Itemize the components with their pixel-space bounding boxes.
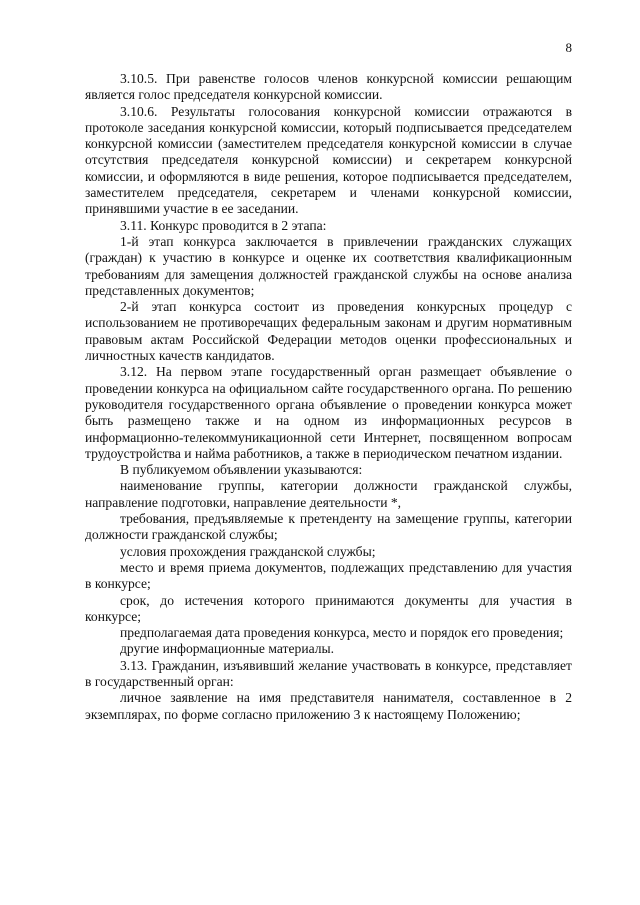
paragraph-stage-2: 2-й этап конкурса состоит из проведения конкурсных процедур с использованием не противоречащих федеральным законам и другим нормативным правовым актам Российской Федерации методов оценки профессиональных и личностных качеств кандидатов. (85, 299, 572, 364)
paragraph-3-10-6: 3.10.6. Результаты голосования конкурсной комиссии отражаются в протоколе заседания конкурсной комиссии, который подписывается председателем конкурсной комиссии (заместителем председателя конкурсной комиссии в случае отсутствия председателя конкурсной комиссии) и секретарем конкурсной комиссии, и оформляются в виде решения, которое подписывается председателем, заместителем председателя, секретарем и членами конкурсной комиссии, принявшими участие в ее заседании. (85, 103, 572, 217)
paragraph-3-13: 3.13. Гражданин, изъявивший желание участвовать в конкурсе, представляет в государственный орган: (85, 657, 572, 689)
paragraph-3-11: 3.11. Конкурс проводится в 2 этапа: (120, 217, 327, 233)
list-item: предполагаемая дата проведения конкурса, место и порядок его проведения; (120, 625, 564, 641)
list-item: наименование группы, категории должности гражданской службы, направление подготовки, направление деятельности *, (85, 478, 572, 510)
document-body (85, 71, 572, 723)
paragraph-3-10-5: 3.10.5. При равенстве голосов членов конкурсной комиссии решающим является голос председателя конкурсной комиссии. (85, 71, 572, 103)
list-item: условия прохождения гражданской службы; (120, 543, 376, 559)
page-number: 8 (565, 40, 572, 55)
paragraph-3-12: 3.12. На первом этапе государственный орган размещает объявление о проведении конкурса на официальном сайте государственного органа. По решению руководителя государственного органа объявление о проведении конкурса может быть размещено также и на одном из информационных ресурсов в информационно-телекоммуникационной сети Интернет, посвященном вопросам трудоустройства и найма работников, а также в периодическом печатном издании. (85, 364, 572, 461)
paragraph-stage-1: 1-й этап конкурса заключается в привлечении гражданских служащих (граждан) к участию в конкурсе и оценке их соответствия квалификационным требованиям для замещения должностей гражданской службы на основе анализа представленных документов; (85, 233, 572, 298)
paragraph-announcement-intro: В публикуемом объявлении указываются: (120, 462, 363, 478)
list-item: место и время приема документов, подлежащих представлению для участия в конкурсе; (85, 559, 572, 592)
list-item: другие информационные материалы. (120, 641, 335, 657)
list-item: требования, предъявляемые к претенденту на замещение группы, категории должности гражданской службы; (85, 511, 572, 543)
list-item: личное заявление на имя представителя нанимателя, составленное в 2 экземплярах, по форме согласно приложению 3 к настоящему Положению; (85, 690, 572, 722)
list-item: срок, до истечения которого принимаются документы для участия в конкурсе; (85, 592, 572, 624)
